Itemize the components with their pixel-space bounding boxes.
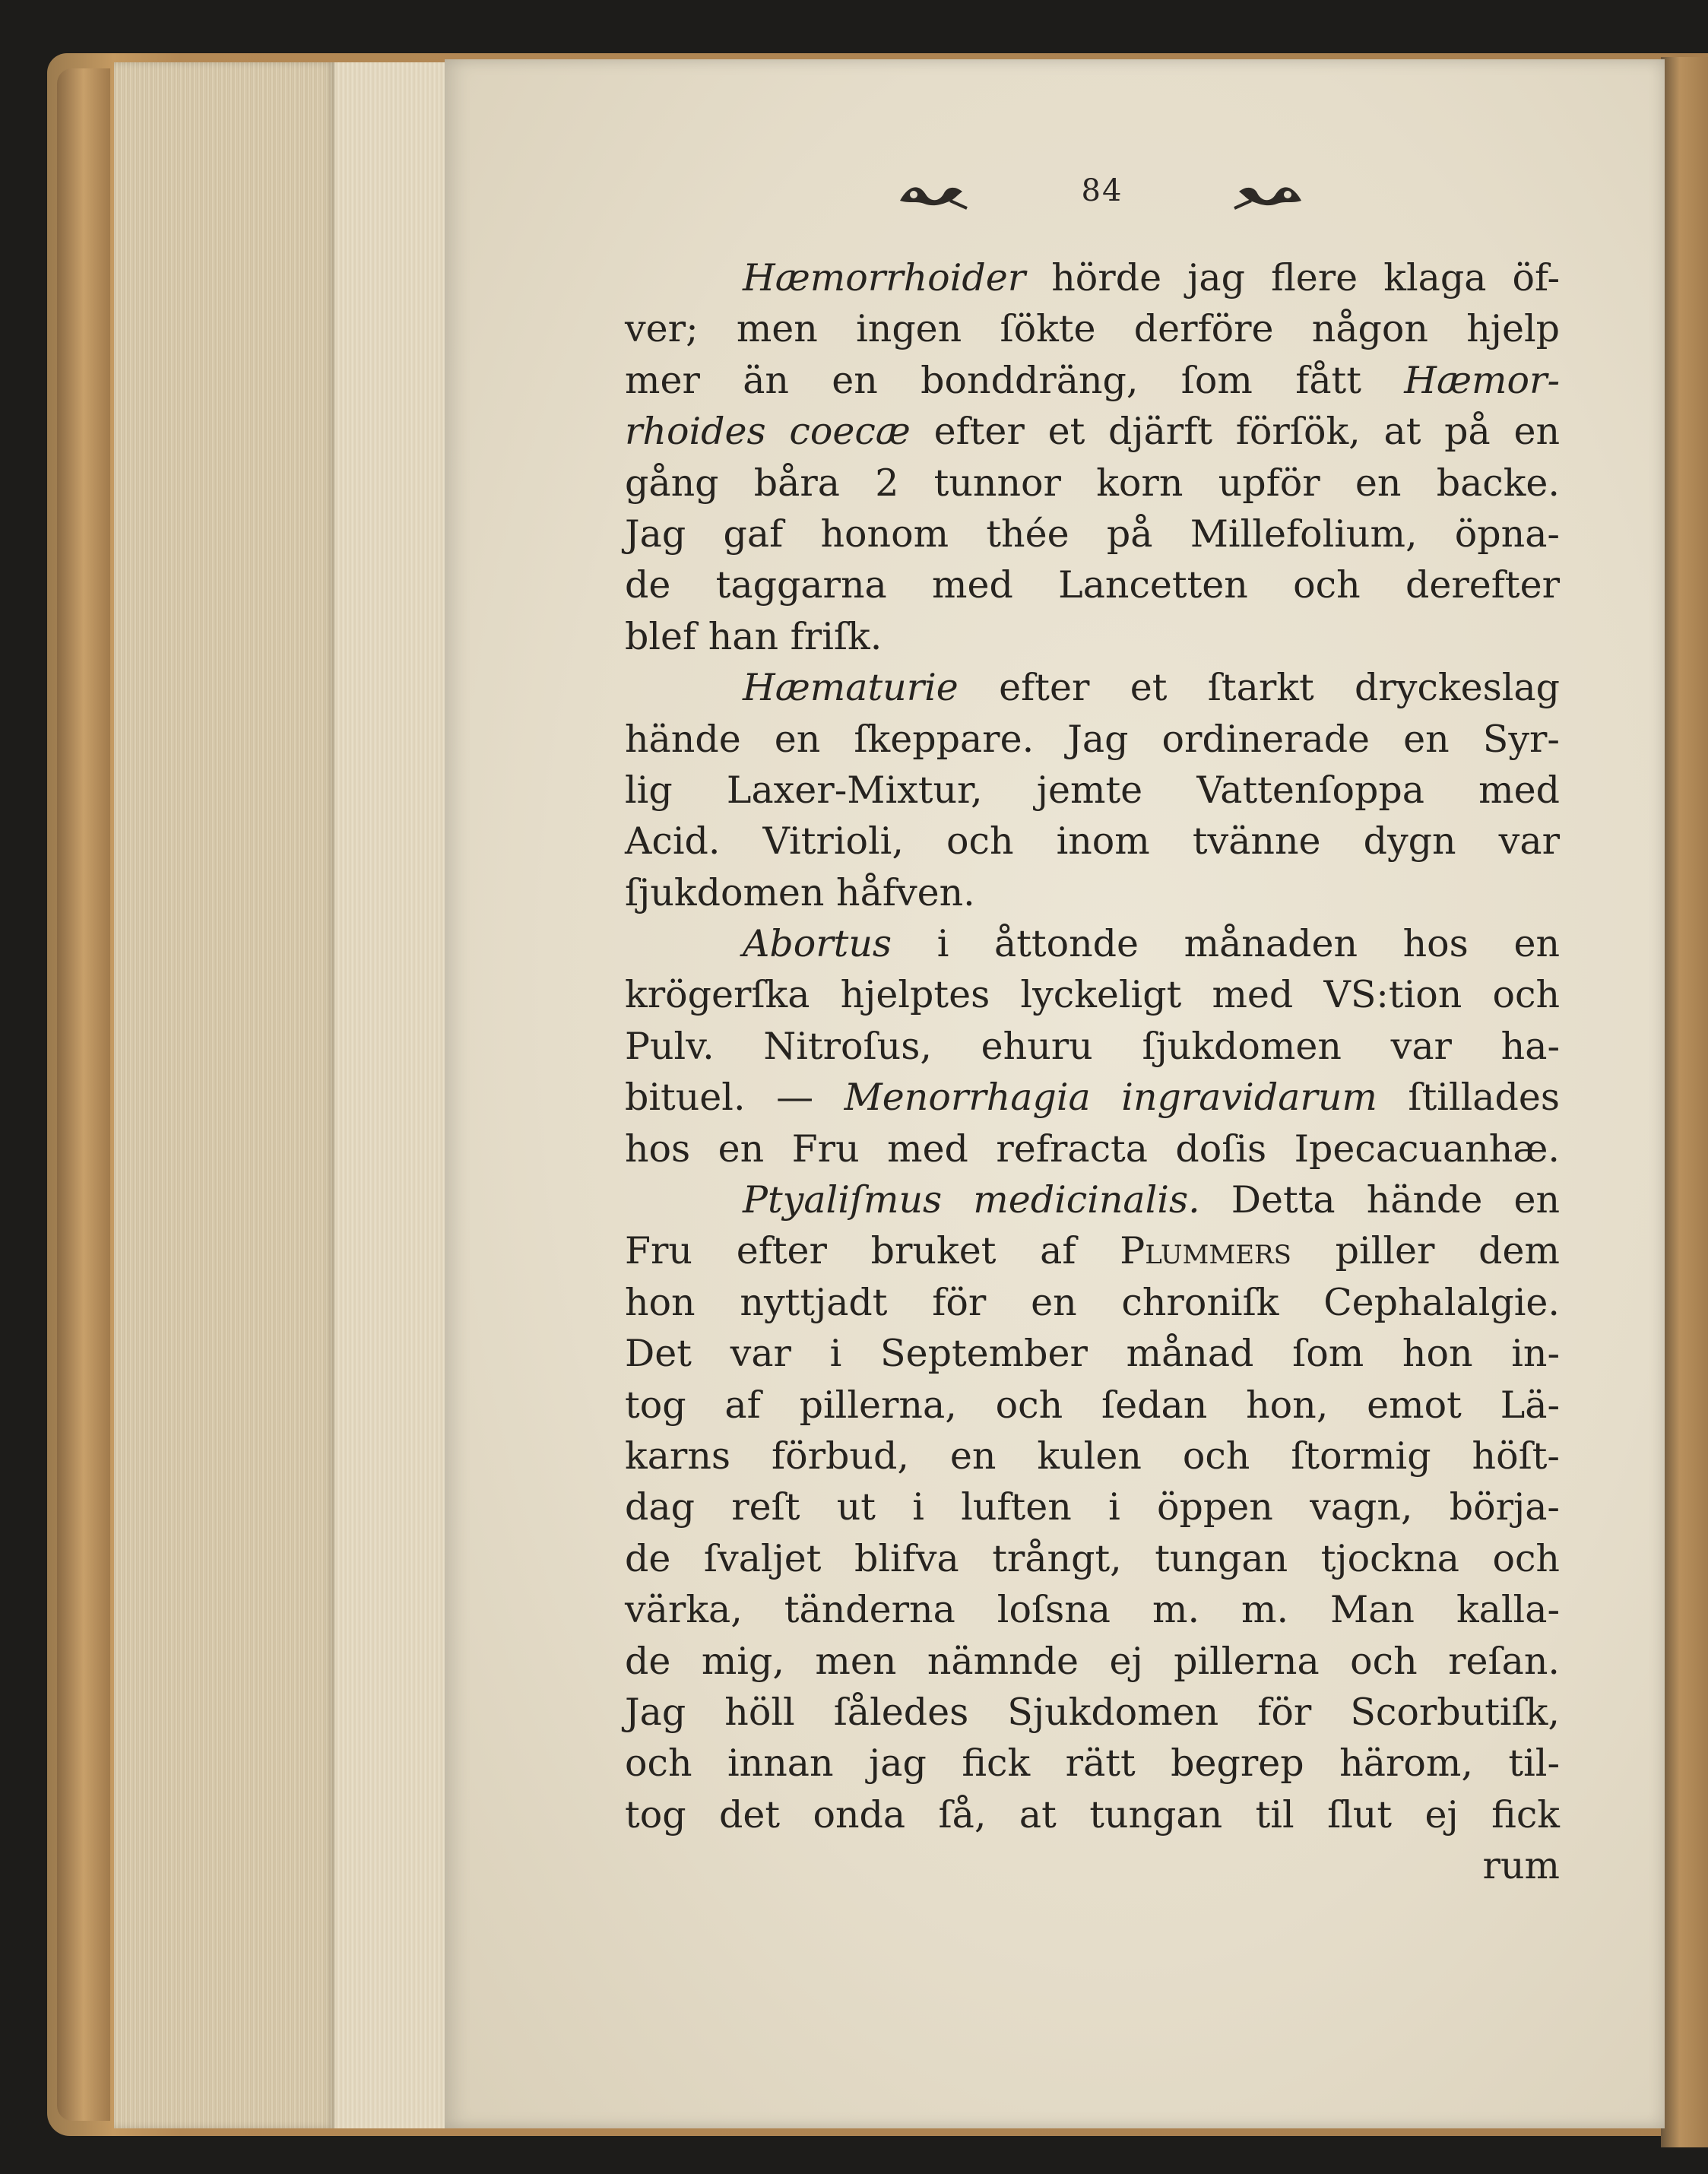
page-edges-inner (334, 62, 448, 2128)
text-run: piller dem (1291, 1229, 1560, 1273)
text-run: blef han friſk. (625, 614, 883, 658)
text-line (625, 1687, 1560, 1738)
text-line (625, 252, 1560, 303)
text-line (625, 1380, 1560, 1431)
text-line (625, 867, 1560, 918)
text-line (625, 611, 1560, 662)
text-line (625, 1328, 1560, 1379)
text-run: i åttonde månaden hos en (892, 922, 1560, 966)
text-line (625, 1021, 1560, 1072)
text-run: hände en ſkeppare. Jag ordinerade en Syr- (625, 717, 1560, 761)
text-line (625, 1072, 1560, 1123)
text-run: Pulv. Nitroſus, ehuru ſjukdomen var ha- (625, 1024, 1560, 1068)
text-run: de mig, men nämnde ej pillerna och reſan. (625, 1639, 1560, 1683)
text-line (625, 1840, 1560, 1891)
text-run: tog af pillerna, och ſedan hon, emot Lä- (625, 1383, 1560, 1427)
text-line (625, 458, 1560, 509)
text-line (625, 969, 1560, 1020)
text-run: efter et djärft förſök, at på en (910, 410, 1560, 454)
text-run: hon nyttjadt för en chroniſk Cephalalgie. (625, 1280, 1560, 1324)
body-text (625, 252, 1560, 1892)
italic-term: Menorrhagia ingravidarum (844, 1076, 1377, 1120)
italic-term: Hæmor- (1404, 358, 1560, 402)
text-line (625, 714, 1560, 765)
text-line (625, 1636, 1560, 1687)
text-line (625, 406, 1560, 457)
floral-ornament-icon (1231, 178, 1304, 211)
text-run: Jag gaf honom thée på Millefolium, öpna- (625, 512, 1560, 556)
italic-term: rhoides coecæ (625, 410, 911, 454)
page-edges (114, 62, 334, 2128)
book-spine (57, 68, 110, 2121)
text-run: hörde jag flere klaga öf- (1025, 256, 1560, 299)
text-run: Fru efter bruket af (625, 1229, 1120, 1273)
text-line (625, 1482, 1560, 1532)
italic-term: Ptyaliſmus medicinalis. (743, 1178, 1200, 1222)
text-run: hos en Fru med refracta doſis Ipecacuanhæ. (625, 1127, 1560, 1171)
text-line (625, 509, 1560, 559)
text-line (625, 1533, 1560, 1584)
text-run: Det var i September månad ſom hon in- (625, 1332, 1560, 1376)
text-run: dag reſt ut i luften i öppen vagn, börja- (625, 1485, 1560, 1529)
text-line (625, 816, 1560, 867)
text-run: lig Laxer-Mixtur, jemte Vattenſoppa med (625, 768, 1560, 812)
text-run: värka, tänderna loſsna m. m. Man kalla- (625, 1588, 1560, 1632)
text-line (625, 1738, 1560, 1789)
italic-term: Hæmaturie (743, 666, 959, 710)
text-run: tog det onda ſå, at tungan til ſlut ej fick (625, 1792, 1560, 1836)
text-line (625, 1789, 1560, 1840)
text-run: gång båra 2 tunnor korn upför en backe. (625, 461, 1560, 505)
text-run: de ſvaljet blifva trångt, tungan tjockna och (625, 1536, 1560, 1580)
text-line (625, 1225, 1560, 1276)
text-run: efter et ſtarkt dryckeslag (958, 666, 1560, 710)
text-run: karns förbud, en kulen och ſtormig höſt- (625, 1434, 1560, 1478)
text-run: de taggarna med Lancetten och derefter (625, 563, 1560, 607)
text-run: Detta hände en (1199, 1178, 1561, 1222)
text-line (625, 918, 1560, 969)
text-line (625, 662, 1560, 713)
text-run: rum (1482, 1844, 1560, 1888)
text-run: mer än en bonddräng, ſom fått (625, 358, 1405, 402)
text-line (625, 1174, 1560, 1225)
text-run: krögerſka hjelptes lyckeligt med VS:tion och (625, 973, 1560, 1017)
page-header (897, 173, 1307, 219)
text-run: ver; men ingen ſökte derföre någon hjelp (625, 307, 1560, 351)
text-line (625, 1584, 1560, 1635)
small-caps-name: Plummers (1120, 1229, 1291, 1273)
text-run: ſtillades (1377, 1076, 1560, 1120)
text-line (625, 355, 1560, 406)
text-line (625, 303, 1560, 354)
text-line (625, 1123, 1560, 1174)
page-number: 84 (1081, 173, 1123, 208)
text-line (625, 1277, 1560, 1328)
text-line (625, 765, 1560, 816)
text-line (625, 559, 1560, 610)
italic-term: Hæmorrhoider (743, 256, 1026, 299)
floral-ornament-icon (897, 178, 970, 211)
text-run: Jag höll ſåledes Sjukdomen för Scorbutiſk, (625, 1690, 1560, 1734)
cover-edge-right (1661, 57, 1708, 2147)
text-run: Acid. Vitrioli, och inom tvänne dygn var (625, 819, 1560, 864)
text-run: bituel. — (625, 1076, 844, 1120)
text-run: och innan jag fick rätt begrep härom, til- (625, 1741, 1560, 1786)
text-line (625, 1431, 1560, 1482)
italic-term: Abortus (743, 922, 892, 966)
text-run: ſjukdomen håfven. (625, 870, 975, 914)
